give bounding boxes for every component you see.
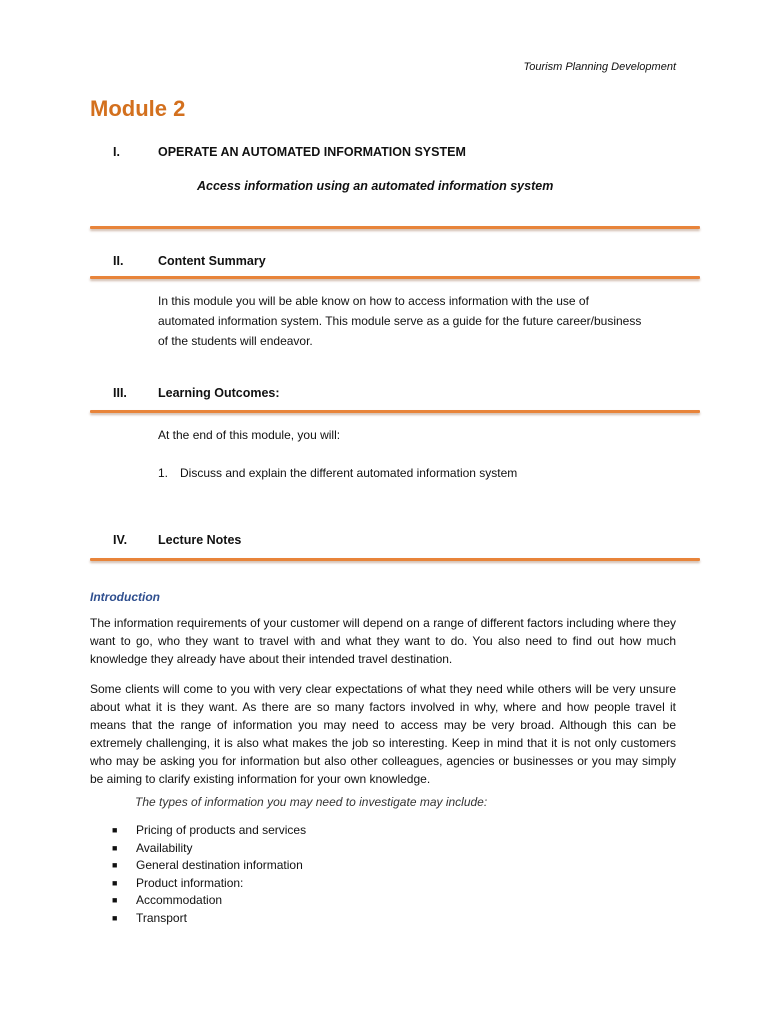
section-title-3: Learning Outcomes: <box>158 386 280 400</box>
bullet-icon: ■ <box>112 877 118 888</box>
bullet-icon: ■ <box>112 912 118 923</box>
information-types-list <box>112 822 306 927</box>
section-subtitle: Access information using an automated information system <box>197 179 554 193</box>
module-title: Module 2 <box>90 96 186 121</box>
bullet-icon: ■ <box>112 860 118 870</box>
information-types-lead: The types of information you may need to investigate may include: <box>135 795 488 809</box>
learning-outcome-item <box>158 466 517 480</box>
section-title-1: OPERATE AN AUTOMATED INFORMATION SYSTEM <box>158 145 466 159</box>
running-header: Tourism Planning Development <box>523 61 676 73</box>
bullet-icon: ■ <box>112 825 118 835</box>
learning-outcomes-lead: At the end of this module, you will: <box>158 428 341 442</box>
content-summary-line: In this module you will be able know on how to access information with the use of <box>158 294 589 308</box>
content-summary-line: automated information system. This module serve as a guide for the future career/business <box>158 314 642 328</box>
list-item: ■ General destination information <box>112 857 306 875</box>
list-item-text: Discuss and explain the different automated information system <box>180 466 518 480</box>
section-number-2: II. <box>113 254 124 268</box>
introduction-paragraph-1: The information requirements of your customer will depend on a range of different factors including where they want to go, who they want to travel with and what they want to do. You also need to find out how much knowledge they already have about their intended travel destination. <box>90 616 676 666</box>
section-title-4: Lecture Notes <box>158 533 242 547</box>
list-number: 1. <box>158 466 169 480</box>
introduction-heading: Introduction <box>90 590 160 604</box>
section-title-2: Content Summary <box>158 254 266 268</box>
introduction-paragraph-2: Some clients will come to you with very clear expectations of what they need while others will be very unsure about what it is they want. As there are so many factors involved in why, where and how people travel it means that the range of information you may need to access may be very broad. Although this can be extremely challenging, it is also what makes the job so interesting. Keep in mind that it is not only customers who may be asking you for information but also other colleagues, agencies or businesses or you may simply be aiming to clarify existing information for your own knowledge. <box>90 682 676 786</box>
list-item: ■ Product information: <box>112 875 306 893</box>
section-number-4: IV. <box>113 533 128 547</box>
section-number-3: III. <box>113 386 127 400</box>
bullet-icon: ■ <box>112 895 118 905</box>
list-item: ■ Pricing of products and services <box>112 822 306 840</box>
divider-rule <box>90 226 700 229</box>
content-summary-line: of the students will endeavor. <box>158 334 313 348</box>
bullet-icon: ■ <box>112 842 118 853</box>
section-number-1: I. <box>113 145 120 159</box>
divider-rule <box>90 276 700 279</box>
list-item: ■ Accommodation <box>112 892 306 910</box>
content-summary-text <box>158 291 688 351</box>
list-item: ■ Availability <box>112 840 306 858</box>
divider-rule <box>90 410 700 413</box>
divider-rule <box>90 558 700 561</box>
list-item: ■ Transport <box>112 910 306 928</box>
